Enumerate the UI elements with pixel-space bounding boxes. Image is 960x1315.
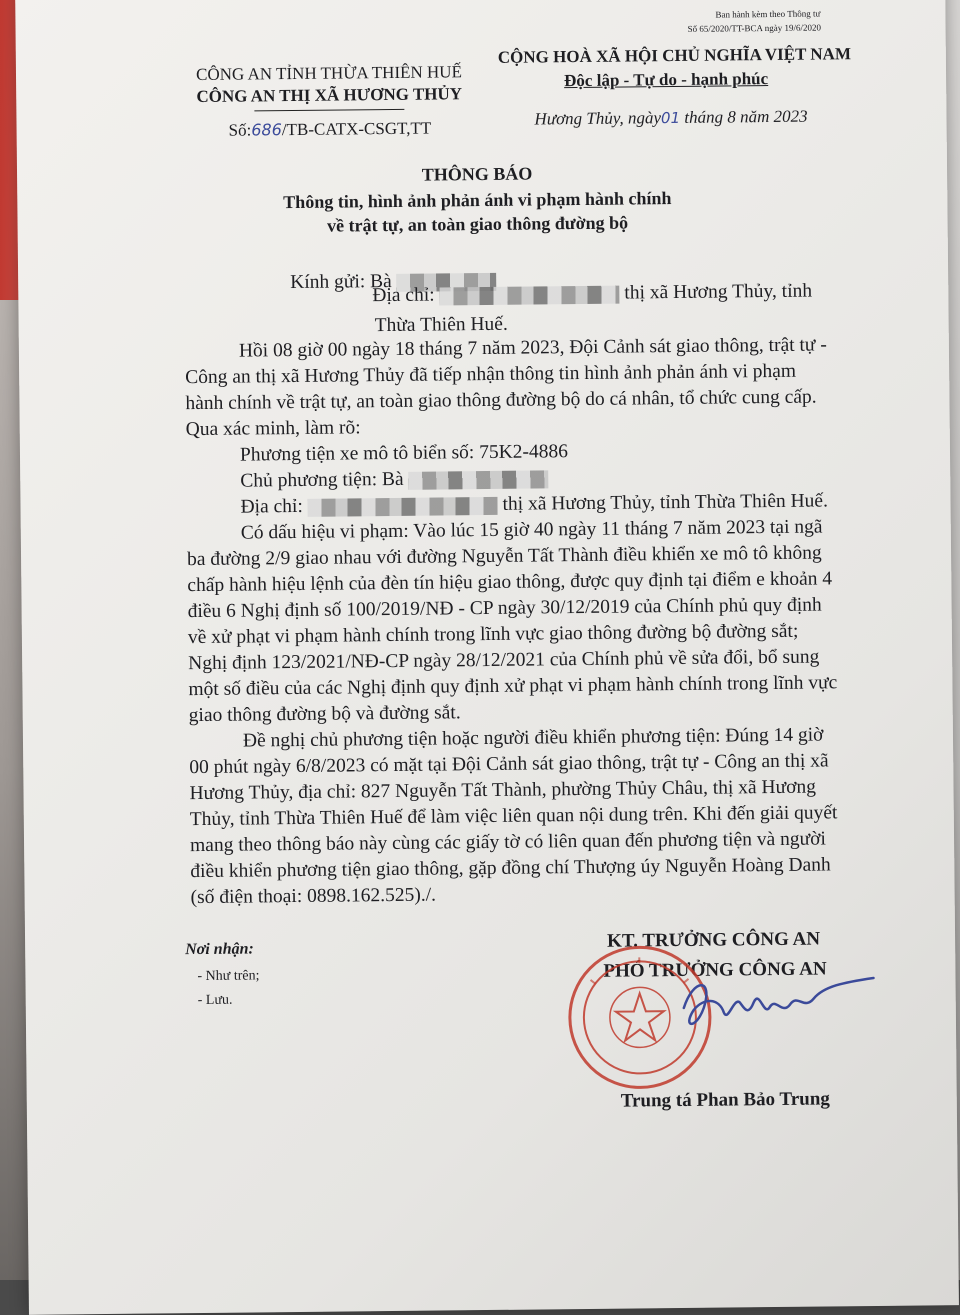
paragraph-3-line-4: Thủy, tỉnh Thừa Thiên Huế để làm việc liên quan nội dung trên. Khi đến giải quyết (189, 802, 838, 831)
paragraph-3-line-3: Hương Thủy, địa chỉ: 827 Nguyễn Tất Thành, phường Thủy Châu, thị xã Hương (189, 776, 817, 805)
paragraph-2-line-4: điều 6 Nghị định số 100/2019/NĐ - CP ngày 30/12/2019 của Chính phủ quy định (187, 594, 822, 623)
country-name: CỘNG HOÀ XÃ HỘI CHỦ NGHĨA VIỆT NAM (497, 44, 852, 67)
paragraph-1-line-2: Công an thị xã Hương Thủy đã tiếp nhận thông tin hình ảnh phản ánh vi phạm (185, 360, 797, 389)
recipients-item-1: - Như trên; (197, 968, 260, 985)
paragraph-1-line-1: Hồi 08 giờ 00 ngày 18 tháng 7 năm 2023, Đội Cảnh sát giao thông, trật tự - (238, 334, 827, 362)
paragraph-3-line-1: Đề nghị chủ phương tiện hoặc người điều khiển phương tiện: Đúng 14 giờ (242, 724, 824, 752)
document-title: THÔNG BÁO (421, 163, 533, 185)
recipient-address-line2: Thừa Thiên Huế. (374, 313, 508, 337)
paragraph-2-line-6: Nghị định 123/2021/NĐ-CP ngày 28/12/2021 của Chính phủ về sửa đổi, bổ sung (188, 646, 820, 675)
vehicle-plate: Phương tiện xe mô tô biển số: 75K2-4886 (239, 441, 569, 466)
document-subtitle-line1: Thông tin, hình ảnh phản ánh vi phạm hành chính (283, 188, 672, 213)
agency-parent: CÔNG AN TỈNH THỪA THIÊN HUẾ (195, 62, 463, 85)
recipients-label: Nơi nhận: (185, 940, 254, 959)
paragraph-3-line-7: (số điện thoại: 0898.162.525)./. (190, 884, 437, 909)
paragraph-1-line-3: hành chính về trật tự, an toàn giao thông đường bộ do cá nhân, tổ chức cung cấp. (185, 386, 817, 415)
paragraph-2-line-8: giao thông đường bộ và đường sắt. (188, 702, 461, 727)
signatory-name: Trung tá Phan Bảo Trung (620, 1088, 830, 1112)
national-motto: Độc lập - Tự do - hạnh phúc (563, 69, 769, 91)
paragraph-2-line-7: một số điều của các Nghị định quy định xử phạt vi phạm hành chính trong lĩnh vực (188, 672, 838, 701)
top-note-line1: Ban hành kèm theo Thông tư (715, 8, 821, 20)
owner-address: Địa chỉ: thị xã Hương Thủy, tỉnh Thừa Thiên Huế. (240, 490, 829, 518)
paragraph-2-line-2: ba đường 2/9 giao nhau với đường Nguyễn Tất Thành điều khiển xe mô tô không (186, 542, 822, 571)
handwritten-signature (673, 966, 884, 1038)
paragraph-2-line-3: chấp hành hiệu lệnh của đèn tín hiệu giao thông, được quy định tại điểm e khoản 4 (187, 568, 833, 597)
paragraph-3-line-6: điều khiển phương tiện giao thông, gặp đồng chí Thượng úy Nguyễn Hoàng Danh (190, 854, 831, 883)
document-page (15, 0, 959, 1315)
document-number: Số:686/TB-CATX-CSGT,TT (228, 118, 432, 140)
paragraph-2-line-1: Có dấu hiệu vi phạm: Vào lúc 15 giờ 40 ngày 11 tháng 7 năm 2023 tại ngã (240, 516, 823, 544)
top-note-line2: Số 65/2020/TT-BCA ngày 19/6/2020 (687, 22, 822, 34)
greeting: Kính gửi: Bà (290, 270, 497, 294)
agency-name: CÔNG AN THỊ XÃ HƯƠNG THỦY (196, 84, 463, 107)
signature-role-2: PHÓ TRƯỞNG CÔNG AN (603, 958, 827, 982)
agency-underline (254, 109, 404, 112)
paragraph-3-line-5: mang theo thông báo này cùng các giấy tờ có liên quan đến phương tiện và người (189, 828, 826, 857)
redacted-owner-address (308, 496, 498, 516)
document-date: Hương Thủy, ngày01 tháng 8 năm 2023 (534, 106, 808, 129)
recipients-item-2: - Lưu. (197, 992, 233, 1009)
paragraph-1-line-4: Qua xác minh, làm rõ: (185, 417, 361, 441)
redacted-address (439, 285, 619, 305)
document-subtitle-line2: về trật tự, an toàn giao thông đường bộ (326, 212, 629, 236)
recipient-address: Địa chỉ: thị xã Hương Thủy, tỉnh (372, 280, 813, 307)
paragraph-2-line-5: về xử phạt vi phạm hành chính trong lĩnh vực giao thông đường bộ đường sắt; (187, 620, 799, 649)
redacted-owner (408, 470, 548, 489)
vehicle-owner: Chủ phương tiện: Bà (240, 467, 548, 492)
paragraph-3-line-2: 00 phút ngày 6/8/2023 có mặt tại Đội Cảnh sát giao thông, trật tự - Công an thị xã (189, 750, 829, 779)
signature-role-1: KT. TRƯỞNG CÔNG AN (606, 928, 821, 952)
